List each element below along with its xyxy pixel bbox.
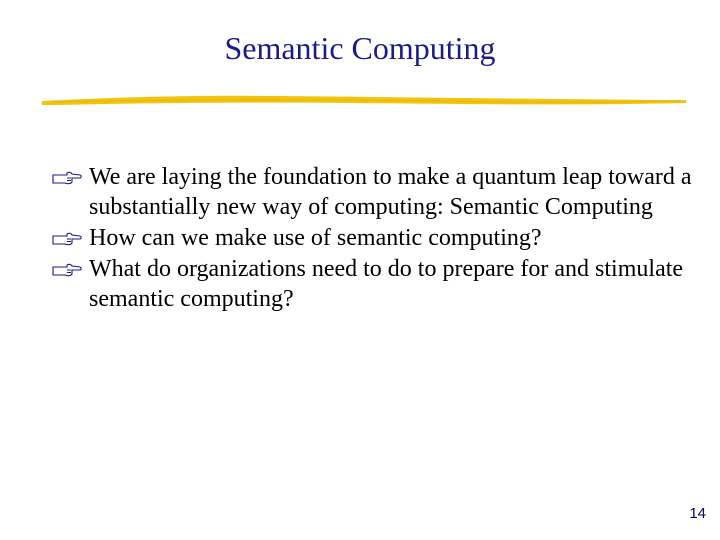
slide-title: Semantic Computing — [224, 30, 496, 66]
pointing-hand-icon — [52, 171, 82, 185]
pointing-hand-icon — [52, 232, 82, 246]
page-number: 14 — [689, 505, 706, 522]
bullet-item — [52, 254, 692, 314]
title-underline-brush — [40, 90, 688, 108]
bullet-item — [52, 223, 692, 253]
bullet-text: How can we make use of semantic computing? — [89, 225, 542, 251]
bullet-text: What do organizations need to do to prepare for and stimulate semantic computing? — [89, 256, 684, 312]
pointing-hand-icon — [52, 263, 82, 277]
bullet-list — [52, 162, 692, 315]
bullet-item — [52, 162, 692, 222]
bullet-text: We are laying the foundation to make a quantum leap toward a substantially new way of computing: Semantic Computing — [89, 164, 692, 220]
